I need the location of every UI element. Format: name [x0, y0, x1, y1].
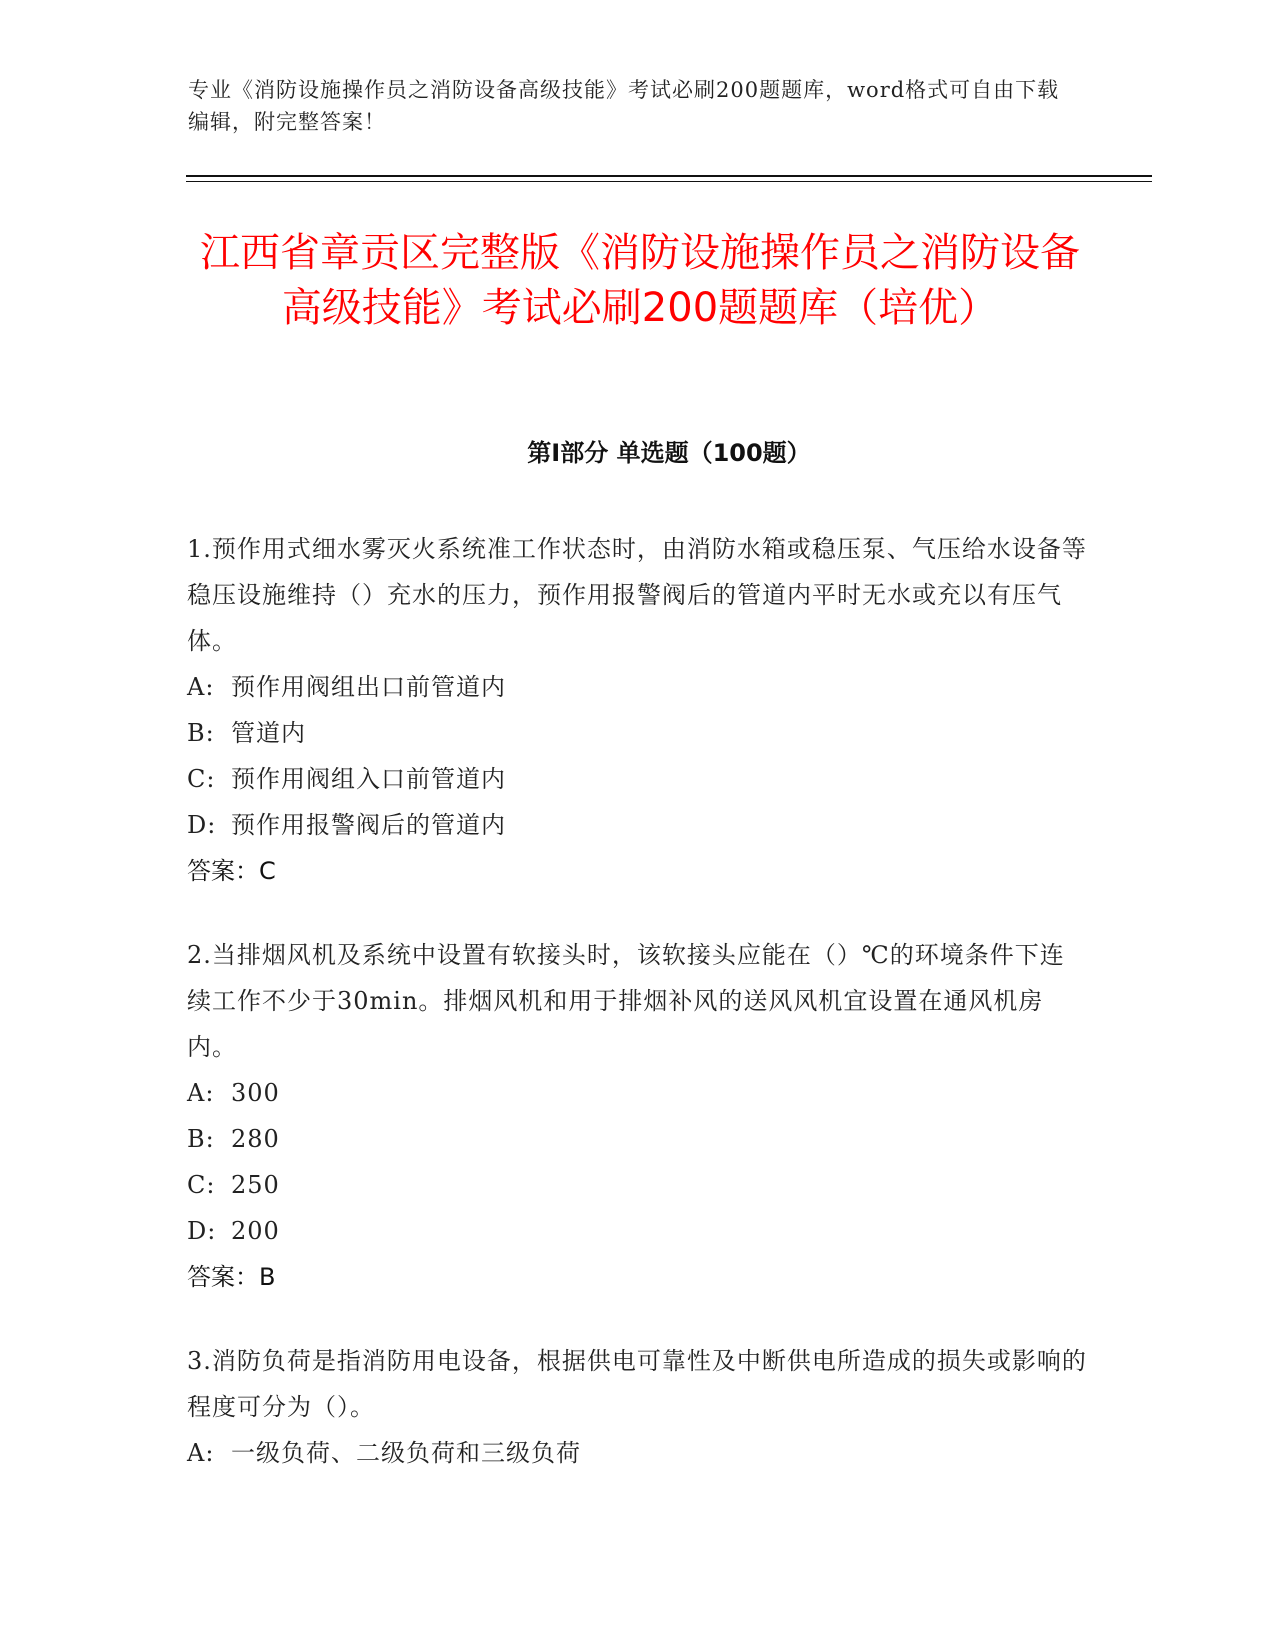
option-letter: D: — [187, 1217, 217, 1245]
document-title: 江西省章贡区完整版《消防设施操作员之消防设备高级技能》考试必刷200题题库（培优） — [200, 230, 1080, 331]
option-text: 预作用报警阀后的管道内 — [231, 811, 506, 839]
option-letter: A: — [187, 673, 215, 701]
option-letter: A: — [187, 1439, 215, 1467]
answer: 答案：B — [187, 1263, 276, 1291]
option-a — [187, 1070, 1087, 1116]
question-list — [187, 526, 1087, 1514]
option-letter: B: — [187, 1125, 215, 1153]
question-text: 2.当排烟风机及系统中设置有软接头时，该软接头应能在（）℃的环境条件下连续工作不少于30min。排烟风机和用于排烟补风的送风风机宜设置在通风机房内。 — [187, 941, 1065, 1061]
option-text: 预作用阀组出口前管道内 — [231, 673, 506, 701]
option-letter: C: — [187, 1171, 216, 1199]
header-divider-thin — [186, 181, 1152, 182]
option-text: 一级负荷、二级负荷和三级负荷 — [231, 1439, 581, 1467]
option-text: 200 — [231, 1217, 280, 1245]
answer: 答案：C — [187, 857, 276, 885]
option-d — [187, 1208, 1087, 1254]
option-letter: B: — [187, 719, 215, 747]
question-text: 3.消防负荷是指消防用电设备，根据供电可靠性及中断供电所造成的损失或影响的程度可分为（）。 — [187, 1347, 1087, 1421]
header-divider-thick — [186, 175, 1152, 177]
option-a — [187, 1430, 1087, 1476]
option-text: 预作用阀组入口前管道内 — [231, 765, 506, 793]
option-text: 300 — [231, 1079, 280, 1107]
option-text: 管道内 — [231, 719, 306, 747]
option-text: 250 — [231, 1171, 280, 1199]
question-2 — [187, 932, 1087, 1300]
option-letter: D: — [187, 811, 217, 839]
option-d — [187, 802, 1087, 848]
option-text: 280 — [231, 1125, 280, 1153]
option-c — [187, 1162, 1087, 1208]
section-title: 第Ⅰ部分 单选题（100题） — [527, 439, 811, 467]
option-b — [187, 1116, 1087, 1162]
question-1 — [187, 526, 1087, 894]
header-note: 专业《消防设施操作员之消防设备高级技能》考试必刷200题题库，word格式可自由下载编辑，附完整答案！ — [188, 78, 1060, 134]
option-letter: C: — [187, 765, 216, 793]
question-3 — [187, 1338, 1087, 1476]
option-letter: A: — [187, 1079, 215, 1107]
option-c — [187, 756, 1087, 802]
option-a — [187, 664, 1087, 710]
question-text: 1.预作用式细水雾灭火系统准工作状态时，由消防水箱或稳压泵、气压给水设备等稳压设施维持（）充水的压力，预作用报警阀后的管道内平时无水或充以有压气体。 — [187, 535, 1087, 655]
option-b — [187, 710, 1087, 756]
